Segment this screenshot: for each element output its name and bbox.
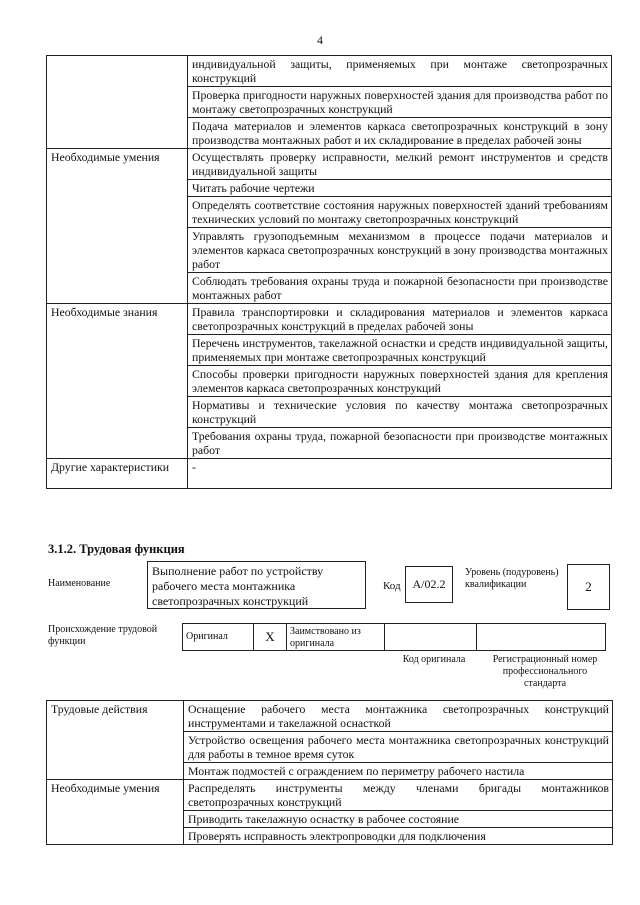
origin-table [182, 623, 606, 651]
table-cell: Проверка пригодности наружных поверхностей здания для производства работ по монтажу светопрозрачных конструкций [188, 87, 612, 118]
table-cell: Осуществлять проверку исправности, мелкий ремонт инструментов и средств индивидуальной защиты [188, 149, 612, 180]
row-label: Необходимые умения [47, 149, 188, 304]
table-cell: Соблюдать требования охраны труда и пожарной безопасности при производстве монтажных работ [188, 273, 612, 304]
borrowed-label: Заимствовано из оригинала [290, 626, 361, 649]
table-cell: Оснащение рабочего места монтажника светопрозрачных конструкций инструментами и такелажной оснасткой [184, 701, 613, 732]
origin-label: Происхождение трудовой функции [48, 624, 158, 647]
original-mark-cell [253, 623, 287, 651]
function-name-box [147, 561, 366, 609]
function-name: Выполнение работ по устройству рабочего места монтажника светопрозрачных конструкций [152, 564, 324, 608]
name-label: Наименование [48, 578, 111, 589]
table-cell: Способы проверки пригодности наружных поверхностей здания для крепления элементов каркаса светопрозрачных конструкций [188, 366, 612, 397]
table-cell: Подача материалов и элементов каркаса светопрозрачных конструкций в зону производства монтажных работ и их складирование в пределах рабочей зоны [188, 118, 612, 149]
table-cell: Правила транспортировки и складирования материалов и элементов каркаса светопрозрачных конструкций в пределах рабочей зоны [188, 304, 612, 335]
table-cell: Требования охраны труда, пожарной безопасности при производстве монтажных работ [188, 428, 612, 459]
table-cell: Перечень инструментов, такелажной оснастки и средств индивидуальной защиты, применяемых при монтаже светопрозрачных конструкций [188, 335, 612, 366]
table-cell: Читать рабочие чертежи [188, 180, 612, 197]
row-label: Другие характеристики [47, 459, 188, 489]
table-cell: Управлять грузоподъемным механизмом в процессе подачи материалов и элементов каркаса светопрозрачных конструкций в зону производства монтажных работ [188, 228, 612, 273]
table-cell: Определять соответствие состояния наружных поверхностей зданий требованиям технических условий по монтажу светопрозрачных конструкций [188, 197, 612, 228]
original-mark: X [265, 629, 275, 644]
bottom-table [46, 700, 613, 845]
table-cell: Монтаж подмостей с ограждением по периметру рабочего настила [184, 763, 613, 780]
reg-number-cell [476, 623, 606, 651]
table-cell: Проверять исправность электропроводки для подключения [184, 828, 613, 845]
level-label: Уровень (подуровень) квалификации [465, 567, 559, 590]
page-number: 4 [317, 33, 323, 47]
section-title: 3.1.2. Трудовая функция [48, 542, 185, 556]
qualification-level-box [567, 564, 610, 610]
qualification-level: 2 [585, 579, 592, 594]
table-cell: индивидуальной защиты, применяемых при монтаже светопрозрачных конструкций [188, 56, 612, 87]
row-label: Необходимые знания [47, 304, 188, 459]
function-code: A/02.2 [412, 577, 446, 591]
table-row [47, 701, 613, 732]
table-row [47, 56, 612, 87]
table-row [47, 780, 613, 811]
top-table [46, 55, 612, 489]
table-cell: - [188, 459, 612, 489]
table-row [47, 304, 612, 335]
code-label: Код [383, 580, 401, 592]
original-label: Оригинал [186, 631, 228, 642]
table-row [47, 459, 612, 489]
table-cell: Распределять инструменты между членами бригады монтажников светопрозрачных конструкций [184, 780, 613, 811]
origin-code-cell [384, 623, 477, 651]
table-cell: Нормативы и технические условия по качеству монтажа светопрозрачных конструкций [188, 397, 612, 428]
row-label: Необходимые умения [47, 780, 184, 845]
row-label: Трудовые действия [47, 701, 184, 780]
table-cell: Приводить такелажную оснастку в рабочее состояние [184, 811, 613, 828]
table-row [47, 149, 612, 180]
original-cell [182, 623, 254, 651]
reg-number-caption: Регистрационный номер профессионального стандарта [492, 654, 598, 689]
origin-code-caption: Код оригинала [402, 654, 466, 665]
function-code-box [405, 566, 453, 603]
row-label [47, 56, 188, 149]
table-cell: Устройство освещения рабочего места монтажника светопрозрачных конструкций для работы в темное время суток [184, 732, 613, 763]
borrowed-cell [286, 623, 385, 651]
